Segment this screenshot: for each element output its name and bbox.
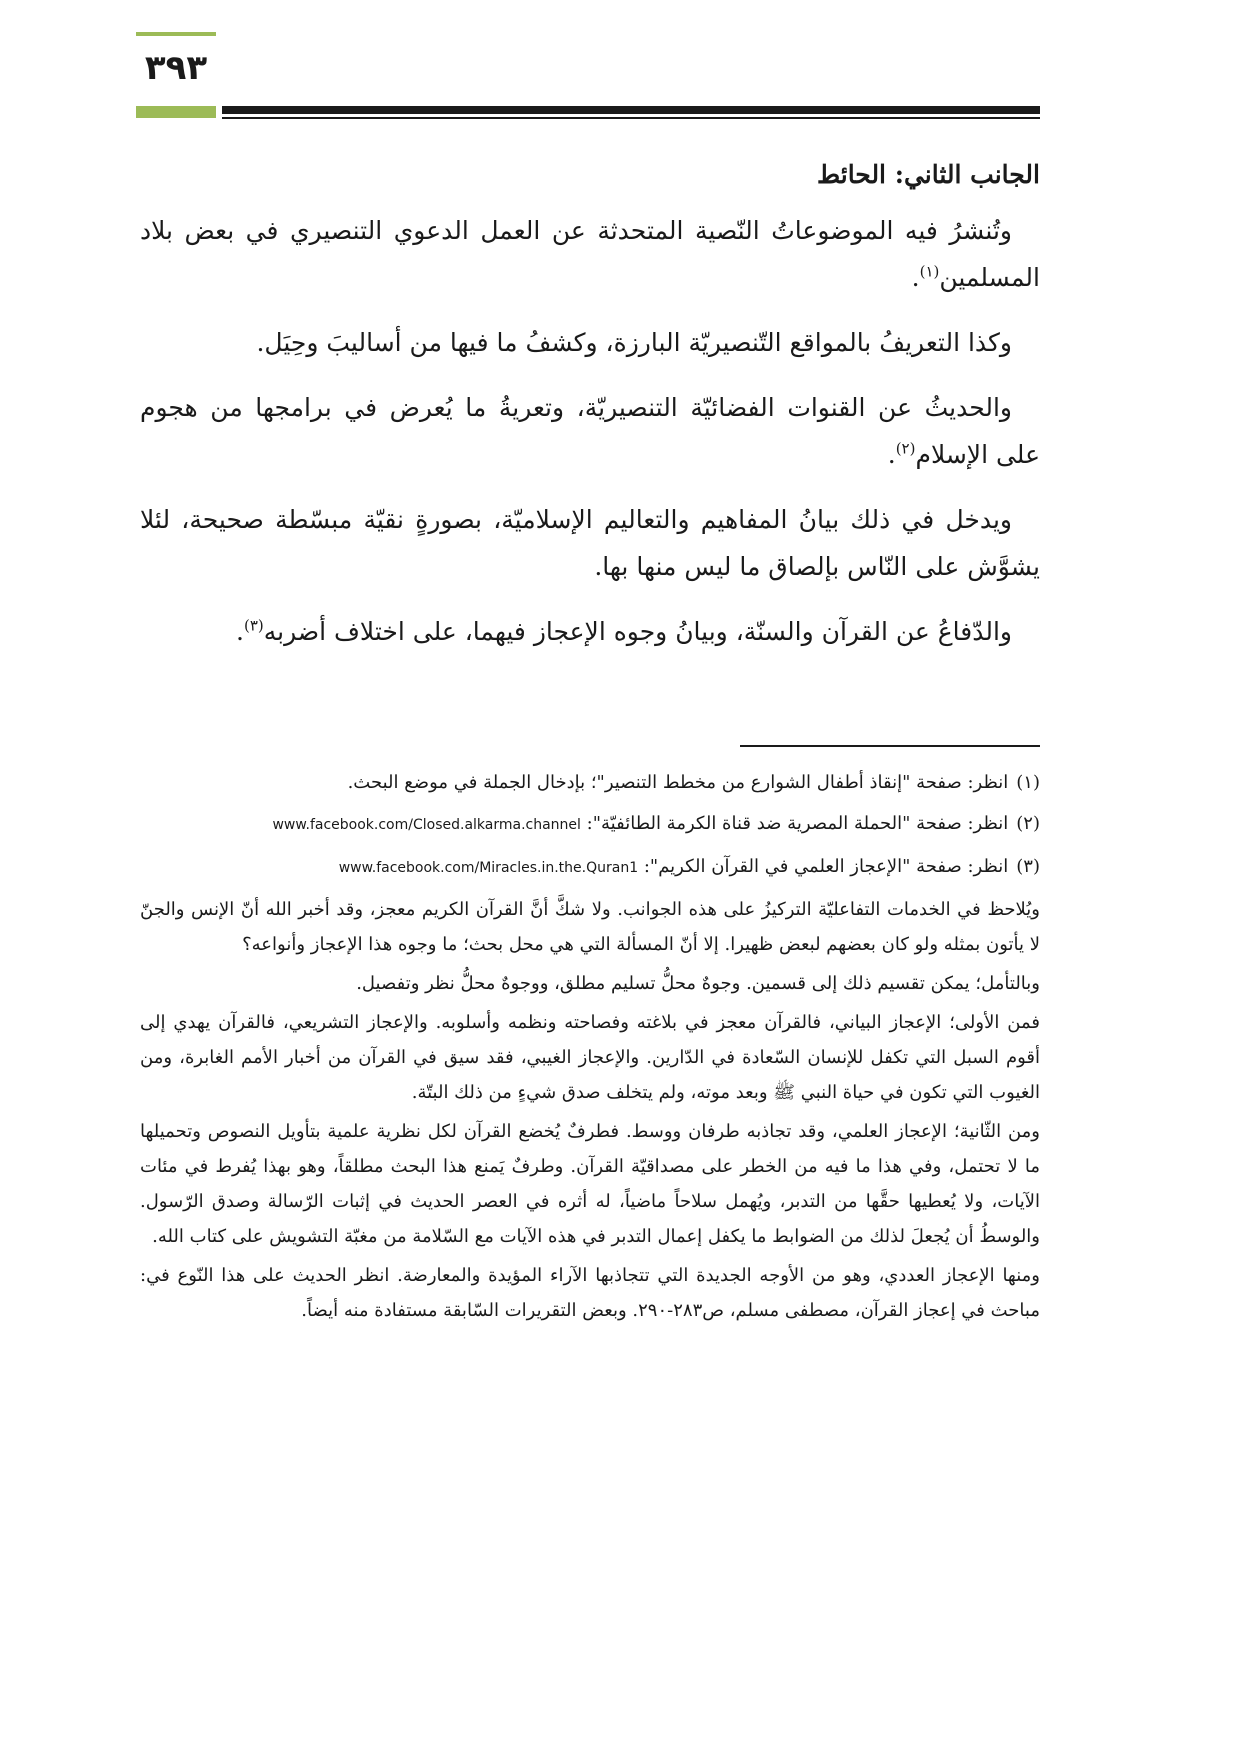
footnote-2-link[interactable]: www.facebook.com/Closed.alkarma.channel: [272, 817, 581, 833]
footnote-2: (٢)انظر: صفحة "الحملة المصرية ضد قناة الكرمة الطائفيّة": www.facebook.com/Closed.alkarma.channel: [272, 813, 1040, 834]
footnote-3: (٣)انظر: صفحة "الإعجاز العلمي في القرآن الكريم": www.facebook.com/Miracles.in.the.Quran1: [338, 856, 1040, 877]
footnote-separator: [740, 745, 1040, 747]
section-heading: الجانب الثاني: الحائط: [817, 160, 1040, 189]
header-green-bar-bottom: [136, 106, 216, 118]
paragraph-1: وتُنشرُ فيه الموضوعاتُ النّصية المتحدثة عن العمل الدعوي التنصيري في بعض بلاد المسلمين$^{(١)}$.: [140, 216, 1040, 292]
footnote-ref-2[interactable]: (٢): [895, 439, 916, 458]
footnote-paragraph-4: ومن الثّانية؛ الإعجاز العلمي، وقد تجاذبه طرفان ووسط. فطرفٌ يُخضع القرآن لكل نظرية علمية بتأويل النصوص وتحميلها ما لا تحتمل، وفي هذا ما فيه من الخطر على مصداقيّة القرآن. وطرفٌ يَمنع هذا البحث مطلقاً، وهو بهذا يُفرط في مئات الآيات، ولا يُعطيها حقَّها من التدبر، ويُهمل سلاحاً ماضياً، له أثره في العصر الحديث في إثبات الرّسالة وصدق الرّسول. والوسطُ أن يُجعلَ لذلك من الضوابط ما يكفل إعمال التدبر في هذه الآيات مع السّلامة من مغبّة التشويش على كتاب الله.: [140, 1121, 1040, 1247]
paragraph-3: والحديثُ عن القنوات الفضائيّة التنصيريّة، وتعريةُ ما يُعرض في برامجها من هجوم على الإسلام$^{(٢)}$.: [140, 393, 1040, 469]
page-number: ٣٩٣: [144, 48, 208, 88]
paragraph-2: وكذا التعريفُ بالمواقع التّنصيريّة البارزة، وكشفُ ما فيها من أساليبَ وحِيَل.: [256, 328, 1012, 357]
header-green-bar-top: [136, 32, 216, 36]
footnote-paragraph-1: ويُلاحظ في الخدمات التفاعليّة التركيزُ على هذه الجوانب. ولا شكَّ أنَّ القرآن الكريم معجز، وقد أخبر الله أنّ الإنس والجنّ لا يأتون بمثله ولو كان بعضهم لبعض ظهيرا. إلا أنّ المسألة التي هي محل بحث؛ ما وجوه هذا الإعجاز وأنواعه؟: [140, 899, 1040, 955]
footnote-paragraph-5: ومنها الإعجاز العددي، وهو من الأوجه الجديدة التي تتجاذبها الآراء المؤيدة والمعارضة. انظر الحديث على هذا النّوع في: مباحث في إعجاز القرآن، مصطفى مسلم، ص٢٨٣-٢٩٠. وبعض التقريرات السّابقة مستفادة منه أيضاً.: [140, 1265, 1040, 1321]
footnote-ref-3[interactable]: (٣): [243, 616, 264, 635]
main-text: [140, 150, 1040, 673]
footnote-3-link[interactable]: www.facebook.com/Miracles.in.the.Quran1: [338, 860, 639, 876]
footnotes: [140, 765, 1040, 1332]
footnote-1: (١)انظر: صفحة "إنقاذ أطفال الشوارع من مخطط التنصير"؛ بإدخال الجملة في موضع البحث.: [347, 772, 1040, 793]
header-rule-thick: [222, 106, 1040, 114]
paragraph-5: والدّفاعُ عن القرآن والسنّة، وبيانُ وجوه الإعجاز فيهما، على اختلاف أضربه$^{(٣)}$.: [236, 616, 1012, 646]
paragraph-4: ويدخل في ذلك بيانُ المفاهيم والتعاليم الإسلاميّة، بصورةٍ نقيّة مبسّطة صحيحة، لئلا يشوَّش على النّاس بإلصاق ما ليس منها بها.: [140, 505, 1040, 581]
header-rule-thin: [222, 117, 1040, 119]
footnote-ref-1[interactable]: (١): [919, 262, 940, 281]
footnote-paragraph-2: وبالتأمل؛ يمكن تقسيم ذلك إلى قسمين. وجوهٌ محلُّ تسليم مطلق، ووجوهٌ محلُّ نظر وتفصيل.: [356, 973, 1040, 994]
footnote-paragraph-3: فمن الأولى؛ الإعجاز البياني، فالقرآن معجز في بلاغته وفصاحته ونظمه وأسلوبه. والإعجاز التشريعي، فالقرآن يهدي إلى أقوم السبل التي تكفل للإنسان السّعادة في الدّارين. والإعجاز الغيبي، فقد سيق في القرآن من أخبار الأمم الغابرة، ومن الغيوب التي تكون في حياة النبي ﷺ وبعد موته، ولم يتخلف صدق شيءٍ من ذلك البتّة.: [140, 1012, 1040, 1103]
